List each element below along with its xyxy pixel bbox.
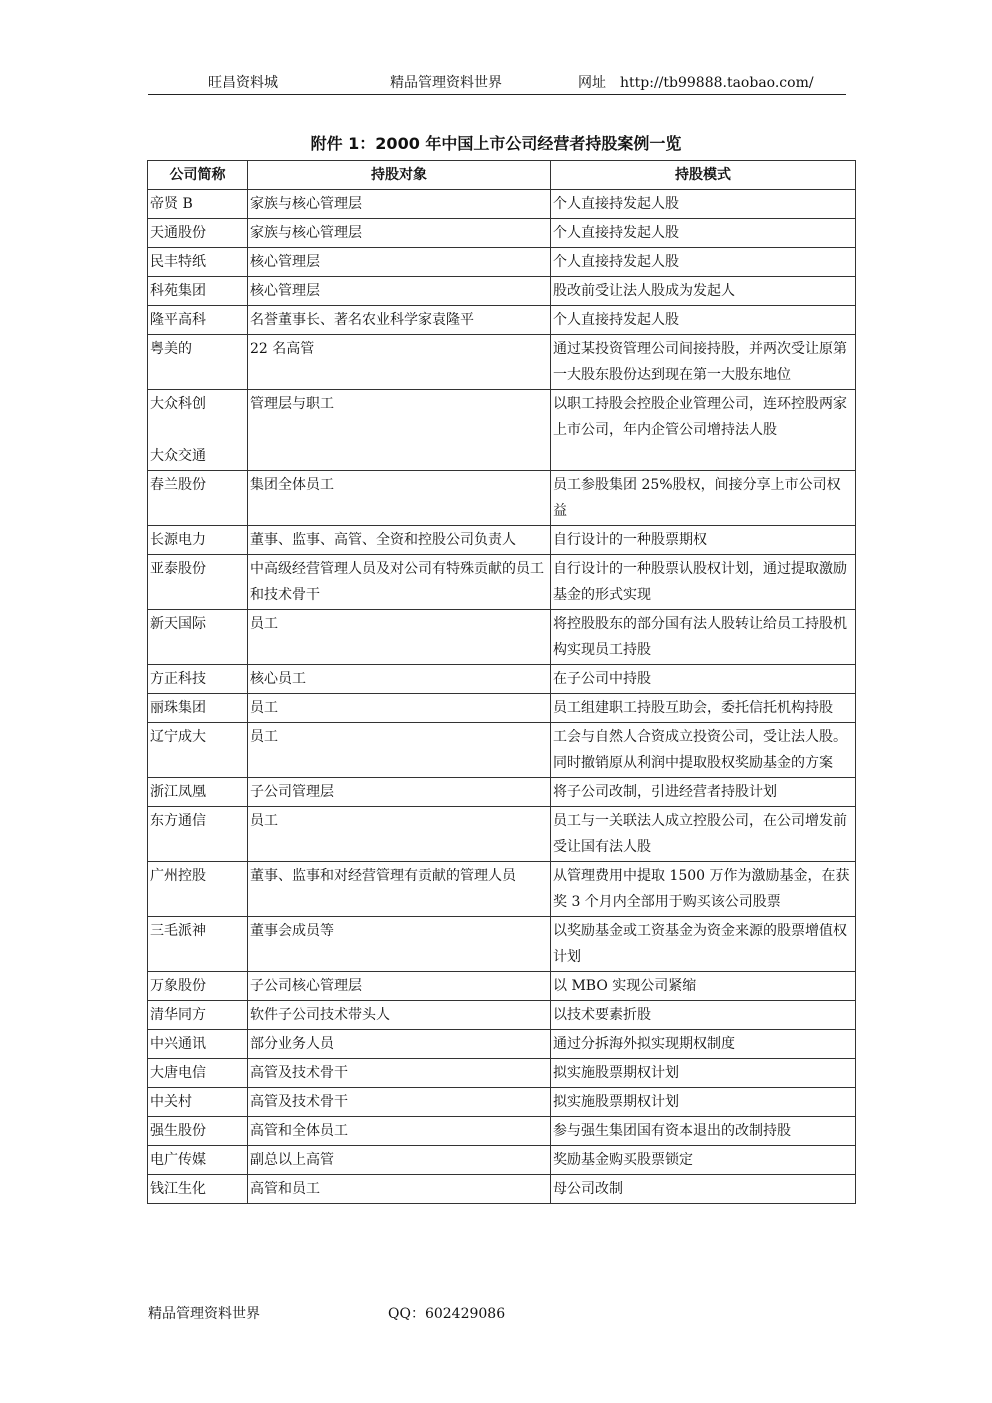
cell-company: 三毛派神 <box>148 917 248 972</box>
cell-target: 家族与核心管理层 <box>248 190 551 219</box>
cell-company: 科苑集团 <box>148 277 248 306</box>
table-row <box>148 1117 856 1146</box>
cell-company: 浙江凤凰 <box>148 778 248 807</box>
cell-mode: 参与强生集团国有资本退出的改制持股 <box>551 1117 856 1146</box>
table-row <box>148 665 856 694</box>
cell-target: 副总以上高管 <box>248 1146 551 1175</box>
cell-mode: 以职工持股会控股企业管理公司，连环控股两家上市公司，年内企管公司增持法人股 <box>551 390 856 471</box>
table-row <box>148 306 856 335</box>
cell-company: 隆平高科 <box>148 306 248 335</box>
cell-mode: 员工组建职工持股互助会，委托信托机构持股 <box>551 694 856 723</box>
cell-target: 中高级经营管理人员及对公司有特殊贡献的员工和技术骨干 <box>248 555 551 610</box>
cell-mode: 从管理费用中提取 1500 万作为激励基金，在获奖 3 个月内全部用于购买该公司股票 <box>551 862 856 917</box>
table-row <box>148 219 856 248</box>
table-row <box>148 694 856 723</box>
holdings-table <box>147 160 856 1204</box>
cell-target: 员工 <box>248 807 551 862</box>
cell-mode: 自行设计的一种股票期权 <box>551 526 856 555</box>
cell-mode: 个人直接持发起人股 <box>551 306 856 335</box>
table-row <box>148 248 856 277</box>
table-row <box>148 917 856 972</box>
cell-target: 部分业务人员 <box>248 1030 551 1059</box>
table-row <box>148 1175 856 1204</box>
cell-mode: 奖励基金购买股票锁定 <box>551 1146 856 1175</box>
cell-mode: 自行设计的一种股票认股权计划，通过提取激励基金的形式实现 <box>551 555 856 610</box>
page-header <box>148 72 846 95</box>
cell-company: 亚泰股份 <box>148 555 248 610</box>
table-header-row <box>148 161 856 190</box>
cell-target: 核心管理层 <box>248 248 551 277</box>
table-row <box>148 1030 856 1059</box>
cell-mode: 员工与一关联法人成立控股公司，在公司增发前受让国有法人股 <box>551 807 856 862</box>
cell-company: 广州控股 <box>148 862 248 917</box>
cell-mode: 股改前受让法人股成为发起人 <box>551 277 856 306</box>
cell-target: 家族与核心管理层 <box>248 219 551 248</box>
cell-company: 民丰特纸 <box>148 248 248 277</box>
column-header-mode: 持股模式 <box>551 161 856 190</box>
table-row <box>148 1001 856 1030</box>
cell-company: 大众科创 大众交通 <box>148 390 248 471</box>
cell-company: 清华同方 <box>148 1001 248 1030</box>
cell-target: 员工 <box>248 723 551 778</box>
cell-company: 方正科技 <box>148 665 248 694</box>
table-row <box>148 778 856 807</box>
cell-mode: 工会与自然人合资成立投资公司，受让法人股。同时撤销原从利润中提取股权奖励基金的方案 <box>551 723 856 778</box>
cell-mode: 以奖励基金或工资基金为资金来源的股票增值权计划 <box>551 917 856 972</box>
cell-company: 天通股份 <box>148 219 248 248</box>
cell-mode: 拟实施股票期权计划 <box>551 1088 856 1117</box>
table-row <box>148 526 856 555</box>
cell-company: 长源电力 <box>148 526 248 555</box>
table-row <box>148 862 856 917</box>
cell-target: 子公司核心管理层 <box>248 972 551 1001</box>
cell-target: 22 名高管 <box>248 335 551 390</box>
cell-company: 强生股份 <box>148 1117 248 1146</box>
cell-mode: 个人直接持发起人股 <box>551 248 856 277</box>
cell-company: 东方通信 <box>148 807 248 862</box>
table-row <box>148 1146 856 1175</box>
cell-company: 电广传媒 <box>148 1146 248 1175</box>
table-row <box>148 1088 856 1117</box>
header-url-text: 网址 http://tb99888.taobao.com/ <box>578 75 814 91</box>
header-center-text: 精品管理资料世界 <box>390 75 502 91</box>
cell-target: 董事会成员等 <box>248 917 551 972</box>
cell-target: 软件子公司技术带头人 <box>248 1001 551 1030</box>
cell-target: 董事、监事、高管、全资和控股公司负责人 <box>248 526 551 555</box>
table-row <box>148 723 856 778</box>
cell-target: 名誉董事长、著名农业科学家袁隆平 <box>248 306 551 335</box>
table-row <box>148 807 856 862</box>
column-header-company: 公司简称 <box>148 161 248 190</box>
table-row <box>148 972 856 1001</box>
cell-target: 员工 <box>248 694 551 723</box>
cell-company: 中关村 <box>148 1088 248 1117</box>
table-row <box>148 190 856 219</box>
cell-target: 核心员工 <box>248 665 551 694</box>
header-left-text: 旺昌资料城 <box>208 75 278 91</box>
cell-company: 帝贤 B <box>148 190 248 219</box>
cell-target: 高管及技术骨干 <box>248 1059 551 1088</box>
cell-mode: 将控股股东的部分国有法人股转让给员工持股机构实现员工持股 <box>551 610 856 665</box>
cell-target: 核心管理层 <box>248 277 551 306</box>
cell-mode: 个人直接持发起人股 <box>551 190 856 219</box>
cell-company: 丽珠集团 <box>148 694 248 723</box>
cell-mode: 以技术要素折股 <box>551 1001 856 1030</box>
cell-company: 春兰股份 <box>148 471 248 526</box>
table-row <box>148 471 856 526</box>
cell-target: 高管和员工 <box>248 1175 551 1204</box>
table-row <box>148 610 856 665</box>
cell-company: 粤美的 <box>148 335 248 390</box>
cell-target: 管理层与职工 <box>248 390 551 471</box>
cell-target: 董事、监事和对经营管理有贡献的管理人员 <box>248 862 551 917</box>
cell-mode: 个人直接持发起人股 <box>551 219 856 248</box>
cell-company: 万象股份 <box>148 972 248 1001</box>
cell-company: 辽宁成大 <box>148 723 248 778</box>
cell-company: 钱江生化 <box>148 1175 248 1204</box>
cell-mode: 拟实施股票期权计划 <box>551 1059 856 1088</box>
cell-company: 中兴通讯 <box>148 1030 248 1059</box>
cell-target: 子公司管理层 <box>248 778 551 807</box>
cell-mode: 通过分拆海外拟实现期权制度 <box>551 1030 856 1059</box>
cell-mode: 在子公司中持股 <box>551 665 856 694</box>
table-row <box>148 1059 856 1088</box>
cell-mode: 将子公司改制，引进经营者持股计划 <box>551 778 856 807</box>
table-row <box>148 555 856 610</box>
page-title: 附件 1：2000 年中国上市公司经营者持股案例一览 <box>310 134 682 153</box>
cell-target: 集团全体员工 <box>248 471 551 526</box>
footer-qq-text: QQ：602429086 <box>388 1306 506 1322</box>
cell-target: 高管和全体员工 <box>248 1117 551 1146</box>
table-body <box>148 190 856 1204</box>
cell-mode: 员工参股集团 25%股权，间接分享上市公司权益 <box>551 471 856 526</box>
column-header-target: 持股对象 <box>248 161 551 190</box>
cell-mode: 母公司改制 <box>551 1175 856 1204</box>
table-row <box>148 390 856 471</box>
cell-target: 员工 <box>248 610 551 665</box>
cell-mode: 以 MBO 实现公司紧缩 <box>551 972 856 1001</box>
cell-target: 高管及技术骨干 <box>248 1088 551 1117</box>
table-row <box>148 277 856 306</box>
cell-company: 新天国际 <box>148 610 248 665</box>
table-row <box>148 335 856 390</box>
cell-company: 大唐电信 <box>148 1059 248 1088</box>
cell-mode: 通过某投资管理公司间接持股，并两次受让原第一大股东股份达到现在第一大股东地位 <box>551 335 856 390</box>
footer-left-text: 精品管理资料世界 <box>148 1306 260 1322</box>
